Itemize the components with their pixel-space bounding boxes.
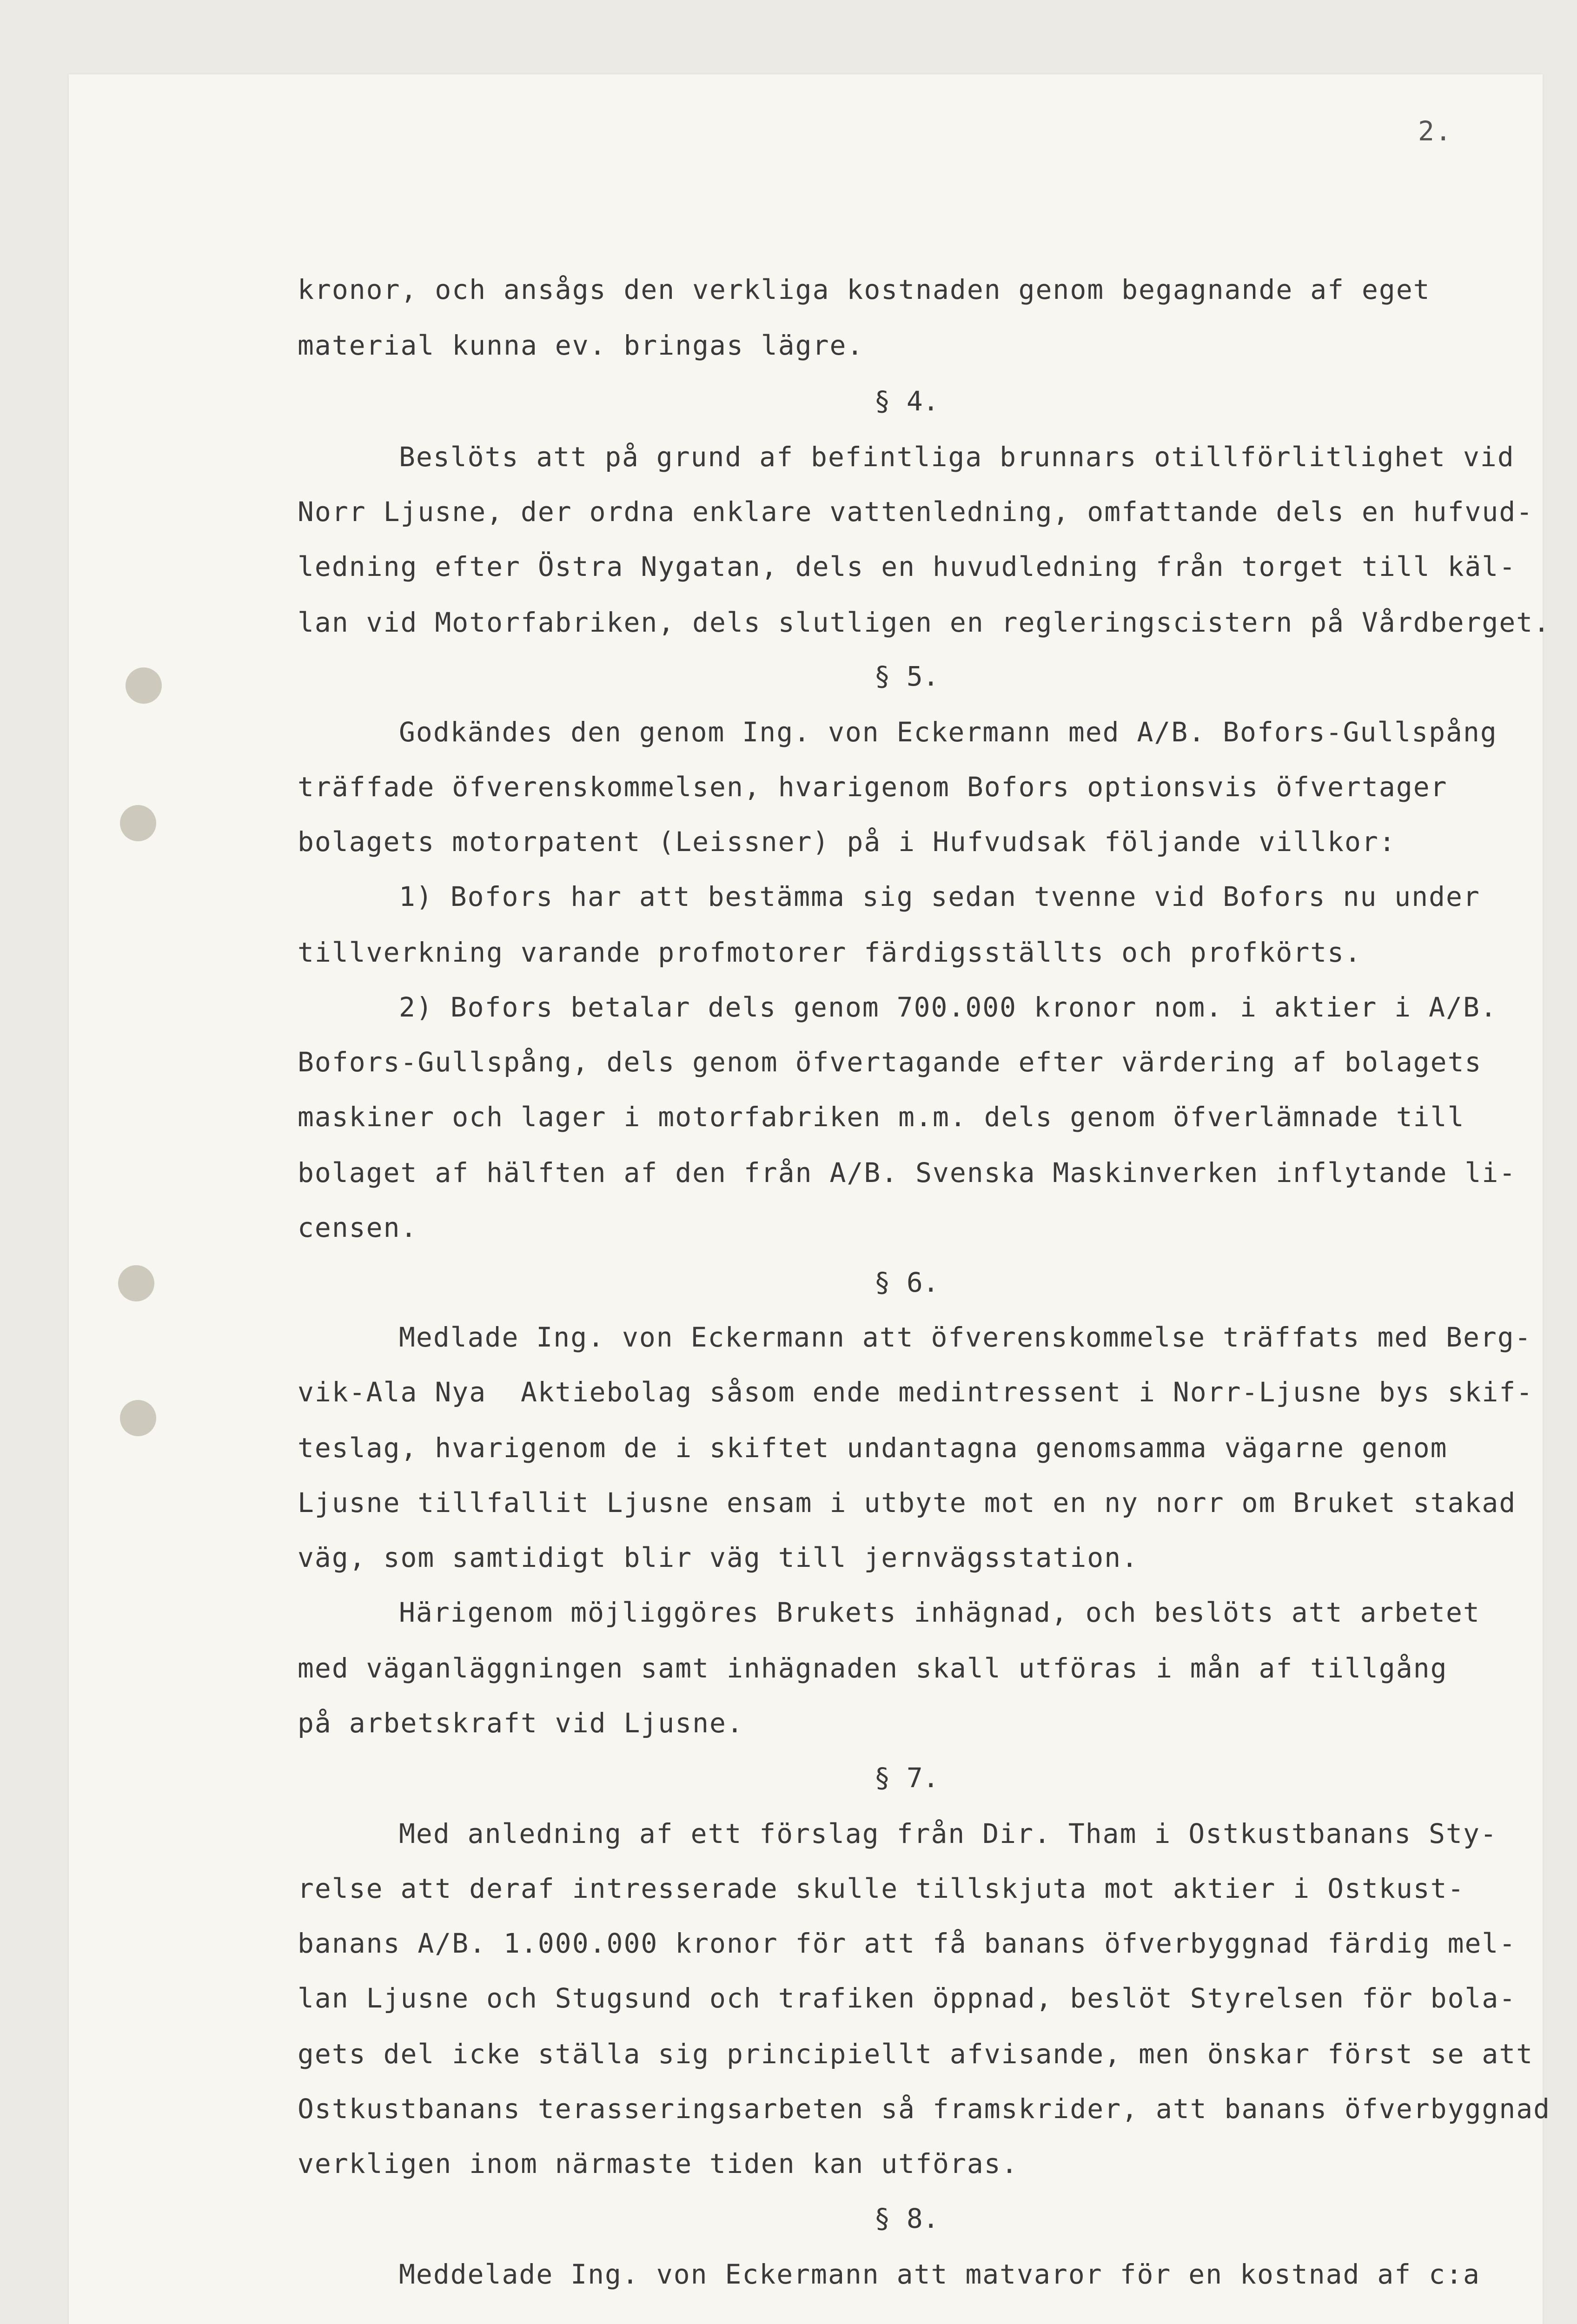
section-heading: § 7. <box>874 1762 939 1794</box>
text-line: teslag, hvarigenom de i skiftet undantagna genomsamma vägarne genom <box>298 1432 1448 1464</box>
text-line: lan vid Motorfabriken, dels slutligen en regleringscistern på Vårdberget. <box>298 607 1551 638</box>
text-line: på arbetskraft vid Ljusne. <box>298 1707 744 1739</box>
punch-hole <box>126 667 162 704</box>
text-line: ledning efter Östra Nygatan, dels en huvudledning från torget till käl- <box>298 551 1517 582</box>
text-line: censen. <box>298 1212 418 1243</box>
section-heading: § 4. <box>874 385 939 417</box>
text-line: gets del icke ställa sig principiellt afvisande, men önskar först se att <box>298 2038 1534 2070</box>
text-line: Ljusne tillfallit Ljusne ensam i utbyte mot en ny norr om Bruket stakad <box>298 1487 1517 1519</box>
text-line: Beslöts att på grund af befintliga brunnars otillförlitlighet vid <box>399 441 1515 473</box>
text-line: lan Ljusne och Stugsund och trafiken öppnad, beslöt Styrelsen för bola- <box>298 1982 1517 2014</box>
text-line: Bofors-Gullspång, dels genom öfvertagande efter värdering af bolagets <box>298 1046 1482 1078</box>
text-line: Godkändes den genom Ing. von Eckermann med A/B. Bofors-Gullspång <box>399 716 1497 748</box>
text-line: med väganläggningen samt inhägnaden skall utföras i mån af tillgång <box>298 1652 1448 1684</box>
text-line: Norr Ljusne, der ordna enklare vattenledning, omfattande dels en hufvud- <box>298 496 1534 528</box>
text-line: verkligen inom närmaste tiden kan utföras. <box>298 2148 1019 2179</box>
punch-hole <box>120 805 156 841</box>
text-line: bolagets motorpatent (Leissner) på i Hufvudsak följande villkor: <box>298 826 1396 858</box>
text-line: Meddelade Ing. von Eckermann att matvaror för en kostnad af c:a <box>399 2258 1480 2290</box>
text-line: Medlade Ing. von Eckermann att öfverenskommelse träffats med Berg- <box>399 1321 1532 1353</box>
text-line: maskiner och lager i motorfabriken m.m. dels genom öfverlämnade till <box>298 1101 1465 1133</box>
text-line: relse att deraf intresserade skulle tillskjuta mot aktier i Ostkust- <box>298 1873 1465 1904</box>
section-heading: § 6. <box>874 1267 939 1298</box>
text-line: 2) Bofors betalar dels genom 700.000 kronor nom. i aktier i A/B. <box>399 991 1497 1023</box>
text-line: bolaget af hälften af den från A/B. Svenska Maskinverken inflytande li- <box>298 1157 1517 1188</box>
page-number: 2. <box>1418 115 1452 147</box>
text-line: Med anledning af ett förslag från Dir. Tham i Ostkustbanans Sty- <box>399 1818 1497 1849</box>
text-line: banans A/B. 1.000.000 kronor för att få banans öfverbyggnad färdig mel- <box>298 1928 1517 1959</box>
text-line: material kunna ev. bringas lägre. <box>298 330 864 361</box>
text-line: väg, som samtidigt blir väg till jernvägsstation. <box>298 1542 1139 1573</box>
text-line: vik-Ala Nya Aktiebolag såsom ende medintressent i Norr-Ljusne bys skif- <box>298 1376 1534 1408</box>
punch-hole <box>120 1400 156 1436</box>
section-heading: § 5. <box>874 660 939 692</box>
text-line: tillverkning varande profmotorer färdigsställts och profkörts. <box>298 937 1362 968</box>
text-line: Ostkustbanans terasseringsarbeten så framskrider, att banans öfverbyggnad <box>298 2093 1551 2125</box>
section-heading: § 8. <box>874 2203 939 2234</box>
punch-hole <box>118 1265 154 1301</box>
text-line: Härigenom möjliggöres Brukets inhägnad, och beslöts att arbetet <box>399 1597 1480 1628</box>
text-line: kronor, och ansågs den verkliga kostnaden genom begagnande af eget <box>298 274 1431 305</box>
text-line: 1) Bofors har att bestämma sig sedan tvenne vid Bofors nu under <box>399 881 1480 912</box>
text-line: träffade öfverenskommelsen, hvarigenom Bofors optionsvis öfvertager <box>298 771 1448 803</box>
